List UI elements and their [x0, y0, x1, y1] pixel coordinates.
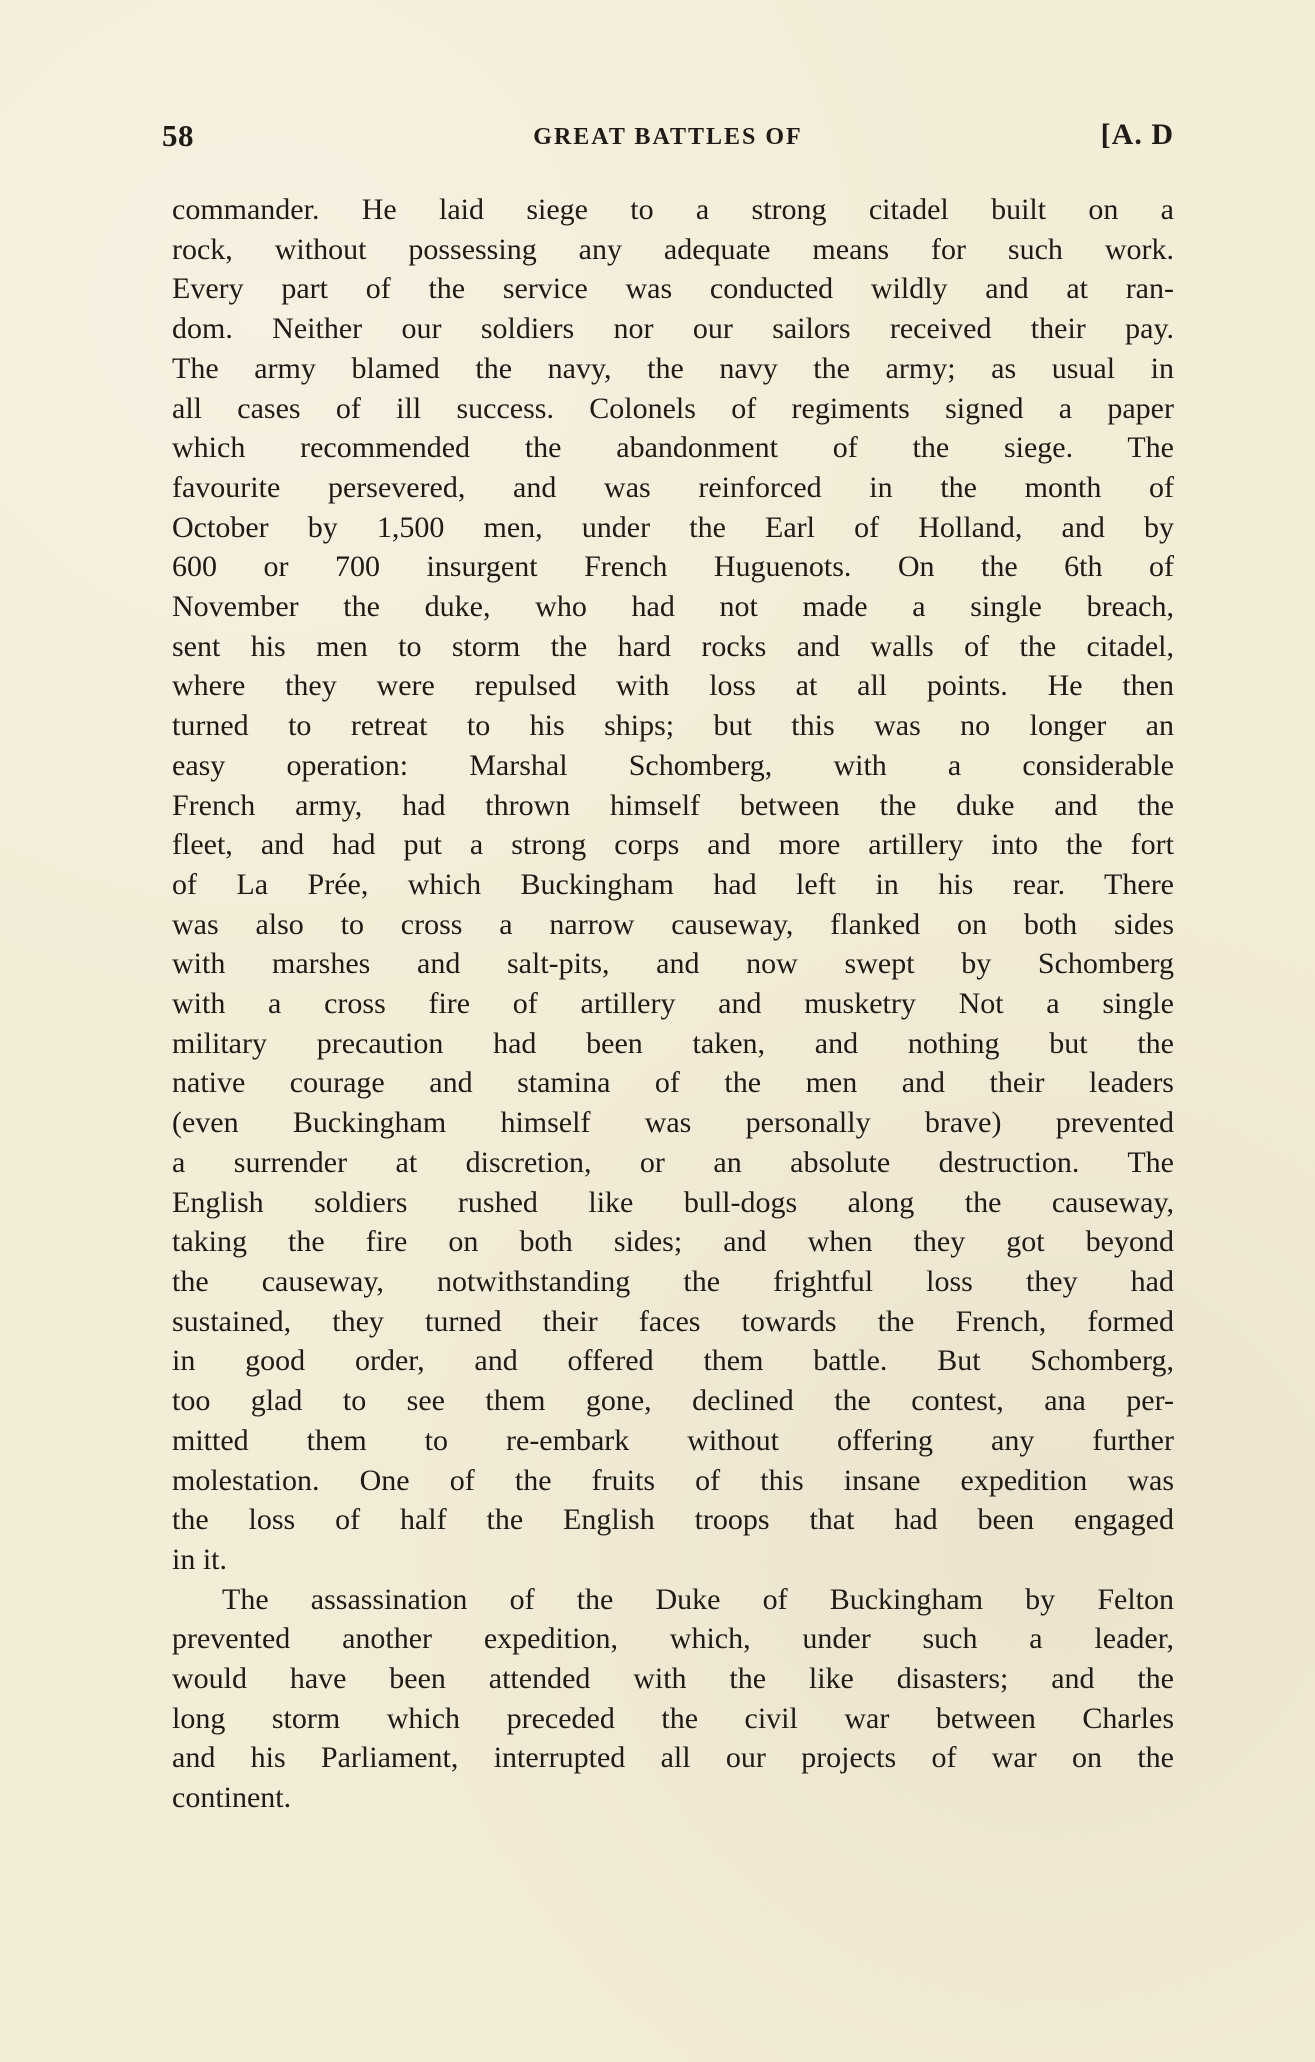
page-number: 58 [162, 118, 194, 153]
text-line: commander. He laid siege to a strong citadel built on a [172, 193, 1174, 226]
text-line: molestation. One of the fruits of this insane expedition was [172, 1463, 1174, 1497]
body-text [172, 190, 1174, 1818]
text-line: fleet, and had put a strong corps and more artillery into the fort [172, 828, 1174, 862]
text-line: French army, had thrown himself between the duke and the [172, 788, 1174, 822]
text-line: the loss of half the English troops that had been engaged [172, 1503, 1174, 1537]
text-line: The army blamed the navy, the navy the army; as usual in [172, 351, 1174, 385]
text-line: too glad to see them gone, declined the contest, ana per- [172, 1384, 1174, 1418]
text-line: sent his men to storm the hard rocks and walls of the citadel, [172, 629, 1174, 663]
text-line: native courage and stamina of the men and their leaders [172, 1066, 1174, 1100]
text-line: long storm which preceded the civil war between Charles [172, 1701, 1174, 1735]
text-line: Every part of the service was conducted wildly and at ran- [172, 272, 1174, 306]
text-line: of La Prée, which Buckingham had left in his rear. There [172, 867, 1174, 901]
text-line: The assassination of the Duke of Buckingham by Felton [222, 1582, 1174, 1616]
text-line: English soldiers rushed like bull-dogs along the causeway, [172, 1185, 1174, 1219]
running-head [162, 118, 1174, 168]
text-line: with marshes and salt-pits, and now swept by Schomberg [172, 947, 1174, 981]
text-line: mitted them to re-embark without offering any further [172, 1423, 1174, 1457]
text-line: dom. Neither our soldiers nor our sailors received their pay. [172, 312, 1174, 346]
text-line: and his Parliament, interrupted all our projects of war on the [172, 1741, 1174, 1775]
text-line: prevented another expedition, which, under such a leader, [172, 1622, 1174, 1656]
text-line: military precaution had been taken, and nothing but the [172, 1026, 1174, 1060]
text-line: rock, without possessing any adequate means for such work. [172, 232, 1174, 266]
text-line: in it. [172, 1542, 228, 1576]
text-line: a surrender at discretion, or an absolute destruction. The [172, 1145, 1174, 1179]
text-line: all cases of ill success. Colonels of regiments signed a paper [172, 391, 1174, 425]
text-line: with a cross fire of artillery and musketry Not a single [172, 987, 1174, 1021]
text-line: which recommended the abandonment of the siege. The [172, 431, 1174, 465]
text-line: continent. [172, 1781, 292, 1815]
text-line: 600 or 700 insurgent French Huguenots. On the 6th of [172, 550, 1174, 584]
text-line: (even Buckingham himself was personally brave) prevented [172, 1106, 1174, 1140]
text-line: was also to cross a narrow causeway, flanked on both sides [172, 907, 1174, 941]
text-line: October by 1,500 men, under the Earl of Holland, and by [172, 510, 1174, 544]
text-line: turned to retreat to his ships; but this was no longer an [172, 709, 1174, 743]
text-line: would have been attended with the like disasters; and the [172, 1662, 1174, 1696]
running-title: GREAT BATTLES OF [533, 124, 803, 150]
text-line: easy operation: Marshal Schomberg, with a considerable [172, 748, 1174, 782]
text-line: in good order, and offered them battle. But Schomberg, [172, 1344, 1174, 1378]
text-line: taking the fire on both sides; and when they got beyond [172, 1225, 1174, 1259]
text-line: favourite persevered, and was reinforced in the month of [172, 470, 1174, 504]
text-line: sustained, they turned their faces towards the French, formed [172, 1304, 1174, 1338]
text-line: where they were repulsed with loss at all points. He then [172, 669, 1174, 703]
text-line: the causeway, notwithstanding the frightful loss they had [172, 1264, 1174, 1298]
text-line: November the duke, who had not made a single breach, [172, 590, 1174, 624]
running-head-right: [A. D [1100, 118, 1174, 151]
